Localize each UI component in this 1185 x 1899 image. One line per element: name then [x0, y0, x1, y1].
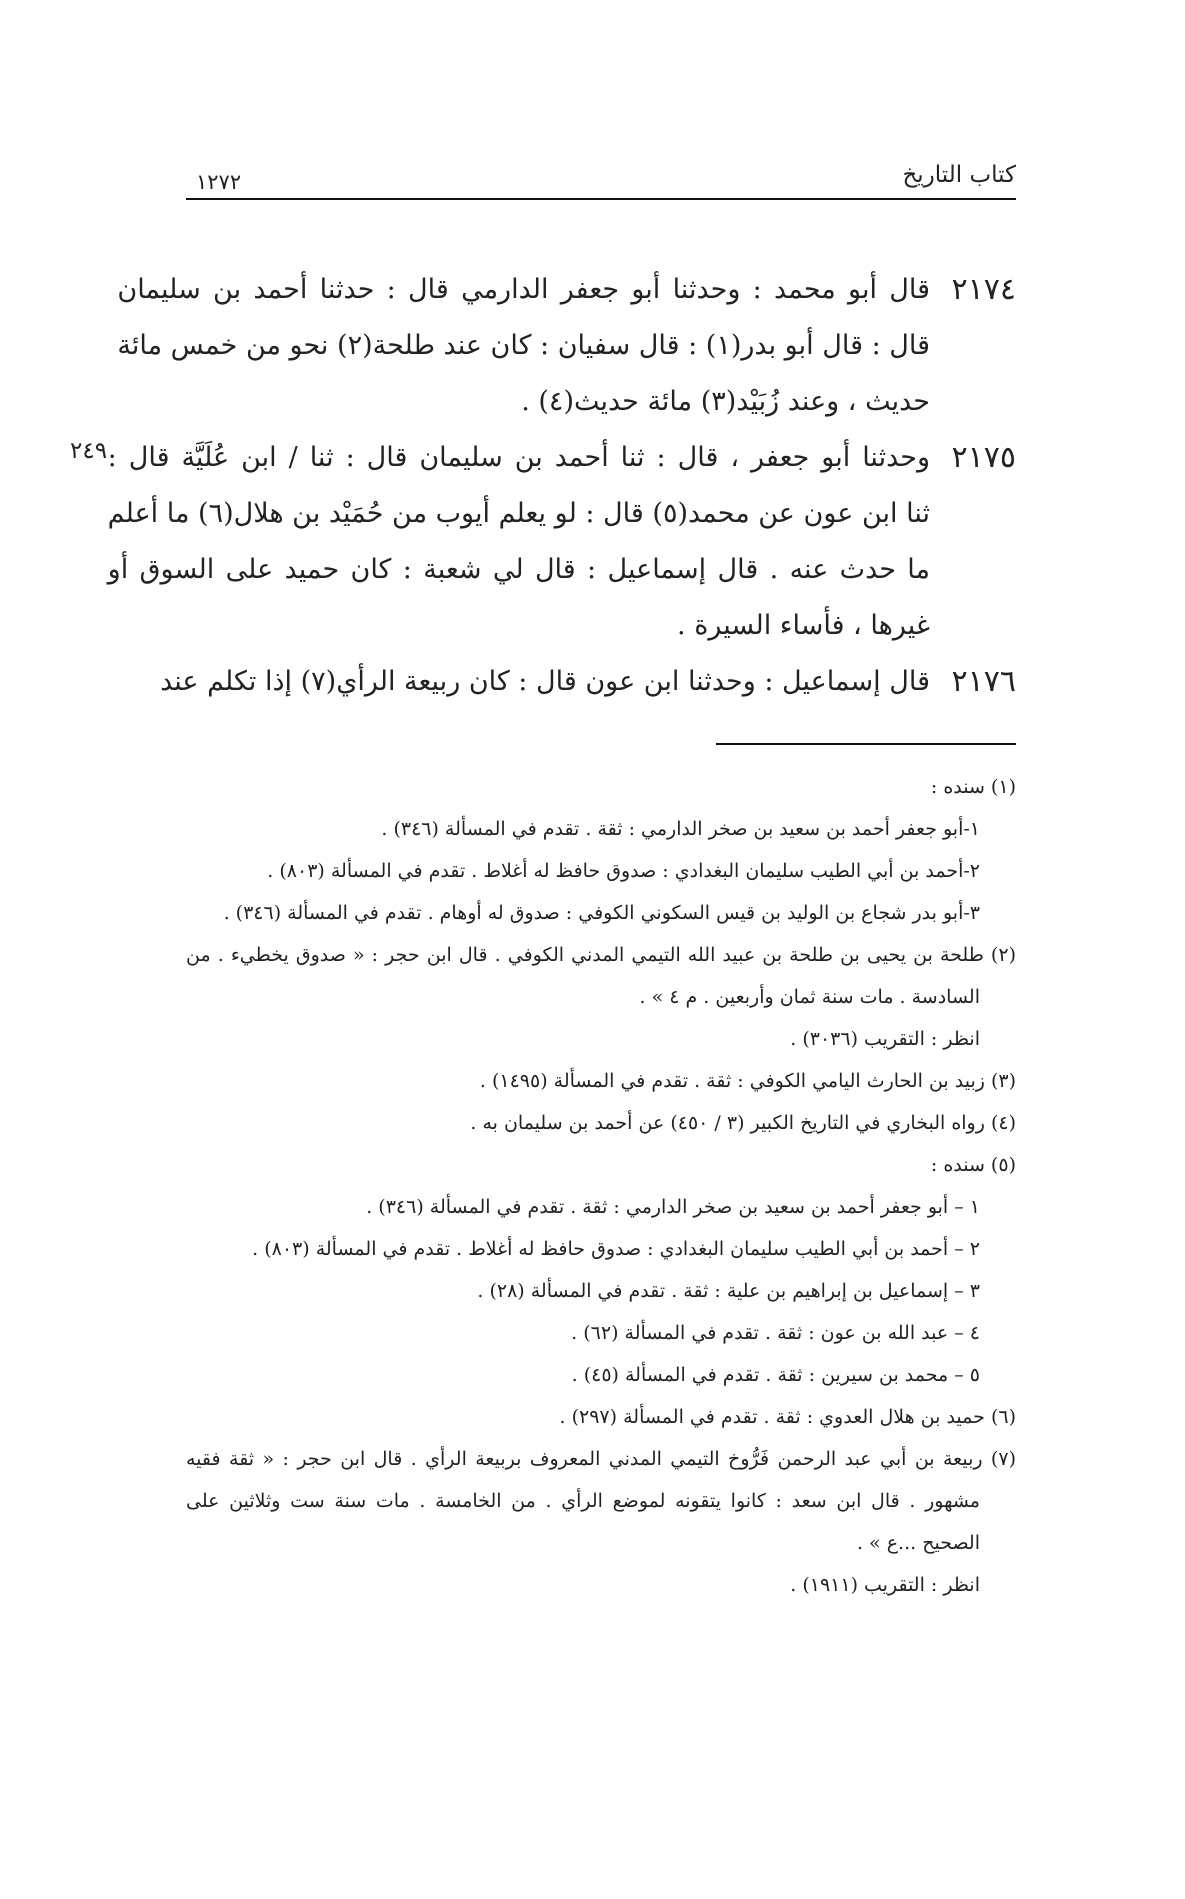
entry-text — [160, 654, 930, 710]
book-title: كتاب التاريخ — [902, 162, 1016, 188]
header-divider — [186, 198, 1016, 200]
entry-line: غيرها ، فأساء السيرة . — [677, 610, 930, 641]
running-header — [186, 158, 1016, 198]
footnote-line: (٧) ربيعة بن أبي عبد الرحمن فَرُّوخ التيمي المدني المعروف بربيعة الرأي . قال ابن حجر : « ثقة فقيه — [186, 1448, 1016, 1470]
footnote-line: انظر : التقريب (٣٠٣٦) . — [790, 1028, 980, 1050]
footnote-line: ٥ – محمد بن سيرين : ثقة . تقدم في المسألة (٤٥) . — [571, 1364, 980, 1386]
entry-text — [117, 262, 930, 430]
footnote-line: السادسة . مات سنة ثمان وأربعين . م ٤ » . — [639, 986, 980, 1008]
footnote-line: مشهور . قال ابن سعد : كانوا يتقونه لموضع الرأي . من الخامسة . مات سنة ست وثلاثين على — [186, 1490, 980, 1512]
entry-line: وحدثنا أبو جعفر ، قال : ثنا أحمد بن سليمان قال : ثنا / ابن عُلَيَّة قال : — [107, 442, 930, 473]
entry-line: ثنا ابن عون عن محمد(٥) قال : لو يعلم أيوب من حُمَيْد بن هلال(٦) ما أعلم — [107, 498, 930, 529]
footnote-line: ٤ – عبد الله بن عون : ثقة . تقدم في المسألة (٦٢) . — [571, 1322, 980, 1344]
footnote-line: (٣) زبيد بن الحارث اليامي الكوفي : ثقة . تقدم في المسألة (١٤٩٥) . — [479, 1070, 1016, 1092]
page-number: ١٢٧٢ — [196, 170, 242, 194]
footnote-line: ٢-أحمد بن أبي الطيب سليمان البغدادي : صدوق حافظ له أغلاط . تقدم في المسألة (٨٠٣) . — [267, 860, 980, 882]
hadith-entry — [160, 654, 1016, 710]
footnote-line: (٥) سنده : — [930, 1154, 1016, 1176]
footnote-divider — [716, 743, 1016, 745]
footnote-line: انظر : التقريب (١٩١١) . — [790, 1574, 980, 1596]
entry-line: قال أبو محمد : وحدثنا أبو جعفر الدارمي قال : حدثنا أحمد بن سليمان — [117, 274, 930, 305]
hadith-entry — [107, 430, 1016, 654]
footnote-line: (٦) حميد بن هلال العدوي : ثقة . تقدم في المسألة (٢٩٧) . — [559, 1406, 1016, 1428]
footnote-line: (٤) رواه البخاري في التاريخ الكبير (٣ / ٤٥٠) عن أحمد بن سليمان به . — [470, 1112, 1016, 1134]
main-text — [107, 262, 1016, 710]
margin-manuscript-number: ٢٤٩ — [70, 438, 108, 464]
entry-number: ٢١٧٦ — [951, 664, 1016, 699]
footnote-line: (١) سنده : — [930, 776, 1016, 798]
entry-line: حديث ، وعند زُبَيْد(٣) مائة حديث(٤) . — [521, 386, 930, 417]
entry-line: ما حدث عنه . قال إسماعيل : قال لي شعبة : كان حميد على السوق أو — [107, 554, 930, 585]
footnote-line: (٢) طلحة بن يحيى بن طلحة بن عبيد الله التيمي المدني الكوفي . قال ابن حجر : « صدوق يخطيء . من — [186, 944, 1016, 966]
footnote-line: ٢ – أحمد بن أبي الطيب سليمان البغدادي : صدوق حافظ له أغلاط . تقدم في المسألة (٨٠٣) . — [252, 1238, 980, 1260]
entry-line: قال : قال أبو بدر(١) : قال سفيان : كان عند طلحة(٢) نحو من خمس مائة — [117, 330, 930, 361]
footnote-line: الصحيح ...ع » . — [856, 1532, 980, 1554]
footnote-line: ١ – أبو جعفر أحمد بن سعيد بن صخر الدارمي : ثقة . تقدم في المسألة (٣٤٦) . — [366, 1196, 980, 1218]
entry-number: ٢١٧٤ — [951, 272, 1016, 307]
footnotes — [186, 766, 1016, 1606]
footnote-line: ١-أبو جعفر أحمد بن سعيد بن صخر الدارمي : ثقة . تقدم في المسألة (٣٤٦) . — [381, 818, 980, 840]
footnote-line: ٣-أبو بدر شجاع بن الوليد بن قيس السكوني الكوفي : صدوق له أوهام . تقدم في المسألة (٣٤٦) . — [223, 902, 980, 924]
entry-number: ٢١٧٥ — [951, 440, 1016, 475]
entry-line: قال إسماعيل : وحدثنا ابن عون قال : كان ربيعة الرأي(٧) إذا تكلم عند — [160, 666, 930, 697]
footnote-line: ٣ – إسماعيل بن إبراهيم بن علية : ثقة . تقدم في المسألة (٢٨) . — [477, 1280, 980, 1302]
entry-text — [108, 430, 930, 654]
hadith-entry — [117, 262, 1016, 430]
